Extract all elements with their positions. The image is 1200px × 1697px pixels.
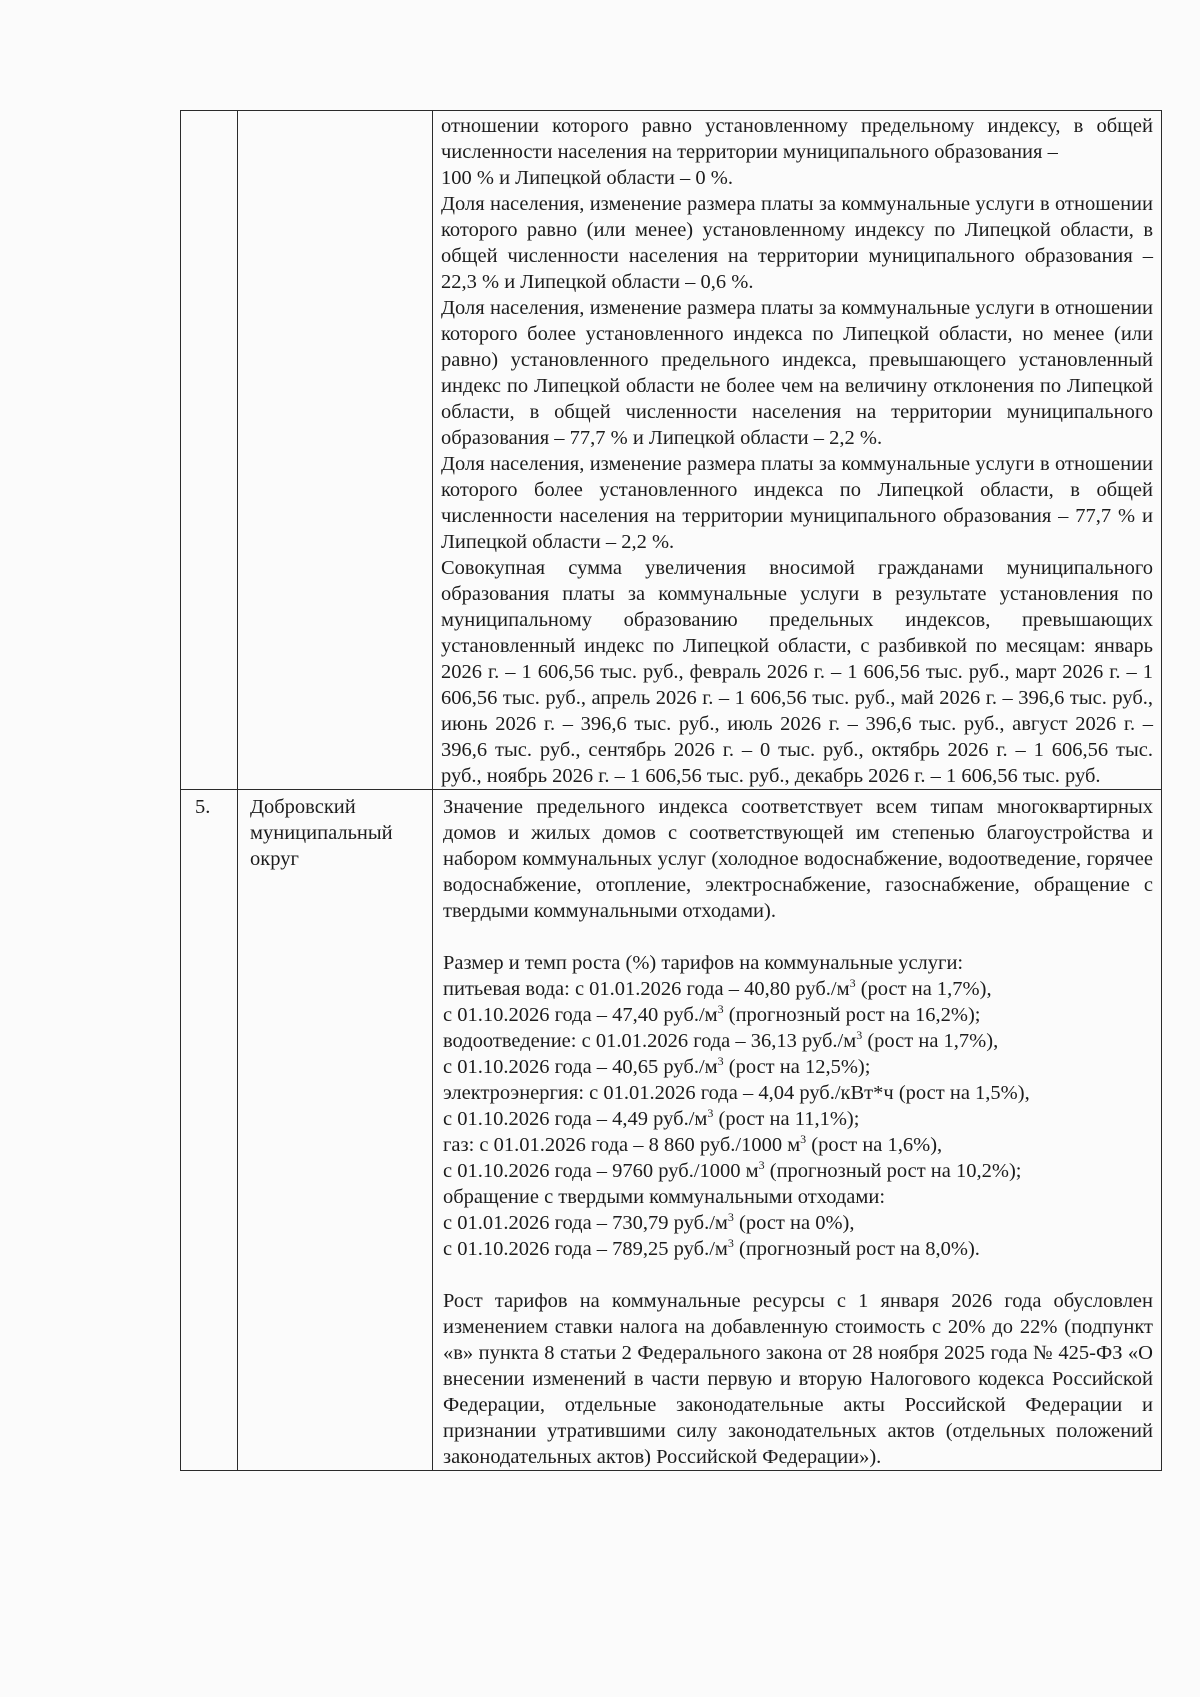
table-row-5 [181, 790, 1162, 1471]
tariff-line: с 01.01.2026 года – 730,79 $руб./м^3$ (рост на 0%), [443, 1210, 855, 1234]
paragraph-share-between-index-limit: Доля населения, изменение размера платы за коммунальные услуги в отношении которого более установленного индекса по Липецкой области, но менее (или равно) установленного предельного индекса, превышающего установленный индекс по Липецкой области не более чем на величину отклонения по Липецкой области, в общей численности населения на территории муниципального образования – 77,7 % и Липецкой области – 2,2 %. [441, 297, 1153, 449]
tariff-line: обращение с твердыми коммунальными отходами: [443, 1186, 886, 1208]
tariff-line: газ: с 01.01.2026 года – 8 860 руб./1000 $м^3$ (рост на 1,6%), [443, 1132, 943, 1156]
row-number: 5. [195, 796, 211, 818]
paragraph-share-above-index: Доля населения, изменение размера платы за коммунальные услуги в отношении которого более установленного индекса по Липецкой области, в общей численности населения на территории муниципального образования – 77,7 % и Липецкой области – 2,2 %. [441, 453, 1153, 553]
table-row-continued [181, 111, 1162, 790]
tariff-line: водоотведение: с 01.01.2026 года – 36,13 $руб./м^3$ (рост на 1,7%), [443, 1028, 999, 1052]
municipality-name-cell [238, 111, 433, 790]
paragraph-limit-index-scope: Значение предельного индекса соответствует всем типам многоквартирных домов и жилых домов с соответствующей им степенью благоустройства и набором коммунальных услуг (холодное водоснабжение, водоотведение, горячее водоснабжение, отопление, электроснабжение, газоснабжение, обращение с твердыми коммунальными отходами). [443, 796, 1153, 922]
tariff-line: питьевая вода: с 01.01.2026 года – 40,80 $руб./м^3$ (рост на 1,7%), [443, 976, 992, 1000]
indices-table [180, 110, 1162, 1471]
paragraph-share-equal-limit-values: 100 % и Липецкой области – 0 %. [441, 167, 733, 189]
tariff-line: с 01.10.2026 года – 789,25 $руб./м^3$ (прогнозный рост на 8,0%). [443, 1236, 980, 1260]
tariff-line: с 01.10.2026 года – 47,40 $руб./м^3$ (прогнозный рост на 16,2%); [443, 1002, 981, 1026]
description-cell [433, 790, 1162, 1471]
tariff-line: с 01.10.2026 года – 4,49 $руб./м^3$ (рост на 11,1%); [443, 1106, 860, 1130]
paragraph-monthly-sum: Совокупная сумма увеличения вносимой гражданами муниципального образования платы за коммунальные услуги в результате установления по муниципальному образованию предельных индексов, превышающих установленный индекс по Липецкой области, с разбивкой по месяцам: январь 2026 г. – 1 606,56 тыс. руб., февраль 2026 г. – 1 606,56 тыс. руб., март 2026 г. – 1 606,56 тыс. руб., апрель 2026 г. – 1 606,56 тыс. руб., май 2026 г. – 396,6 тыс. руб., июнь 2026 г. – 396,6 тыс. руб., июль 2026 г. – 396,6 тыс. руб., август 2026 г. – 396,6 тыс. руб., сентябрь 2026 г. – 0 тыс. руб., октябрь 2026 г. – 1 606,56 тыс. руб., ноябрь 2026 г. – 1 606,56 тыс. руб., декабрь 2026 г. – 1 606,56 тыс. руб. [441, 557, 1153, 787]
paragraph-tariff-growth-reason: Рост тарифов на коммунальные ресурсы с 1 января 2026 года обусловлен изменением ставки налога на добавленную стоимость с 20% до 22% (подпункт «в» пункта 8 статьи 2 Федерального закона от 28 ноября 2025 года № 425-ФЗ «О внесении изменений в части первую и вторую Налогового кодекса Российской Федерации, отдельные законодательные акты Российской Федерации и признании утратившими силу законодательных актов (отдельных положений законодательных актов) Российской Федерации»). [443, 1290, 1153, 1468]
municipality-name-cell [238, 790, 433, 1471]
tariff-line: с 01.10.2026 года – 9760 руб./1000 $м^3$ (прогнозный рост на 10,2%); [443, 1158, 1022, 1182]
tariff-line: электроэнергия: с 01.01.2026 года – 4,04 руб./кВт*ч (рост на 1,5%), [443, 1082, 1030, 1104]
paragraph-share-equal-limit: отношении которого равно установленному предельному индексу, в общей численности населения на территории муниципального образования – [441, 115, 1153, 163]
tariff-list [443, 976, 1153, 1262]
description-cell [433, 111, 1162, 790]
municipality-name: Добровский муниципальный округ [250, 796, 393, 870]
paragraph-share-below-index: Доля населения, изменение размера платы за коммунальные услуги в отношении которого равно (или менее) установленному индексу по Липецкой области, в общей численности населения на территории муниципального образования – 22,3 % и Липецкой области – 0,6 %. [441, 193, 1153, 293]
tariff-line: с 01.10.2026 года – 40,65 $руб./м^3$ (рост на 12,5%); [443, 1054, 871, 1078]
row-number-cell [181, 111, 238, 790]
row-number-cell [181, 790, 238, 1471]
tariffs-heading: Размер и темп роста (%) тарифов на коммунальные услуги: [443, 952, 964, 974]
